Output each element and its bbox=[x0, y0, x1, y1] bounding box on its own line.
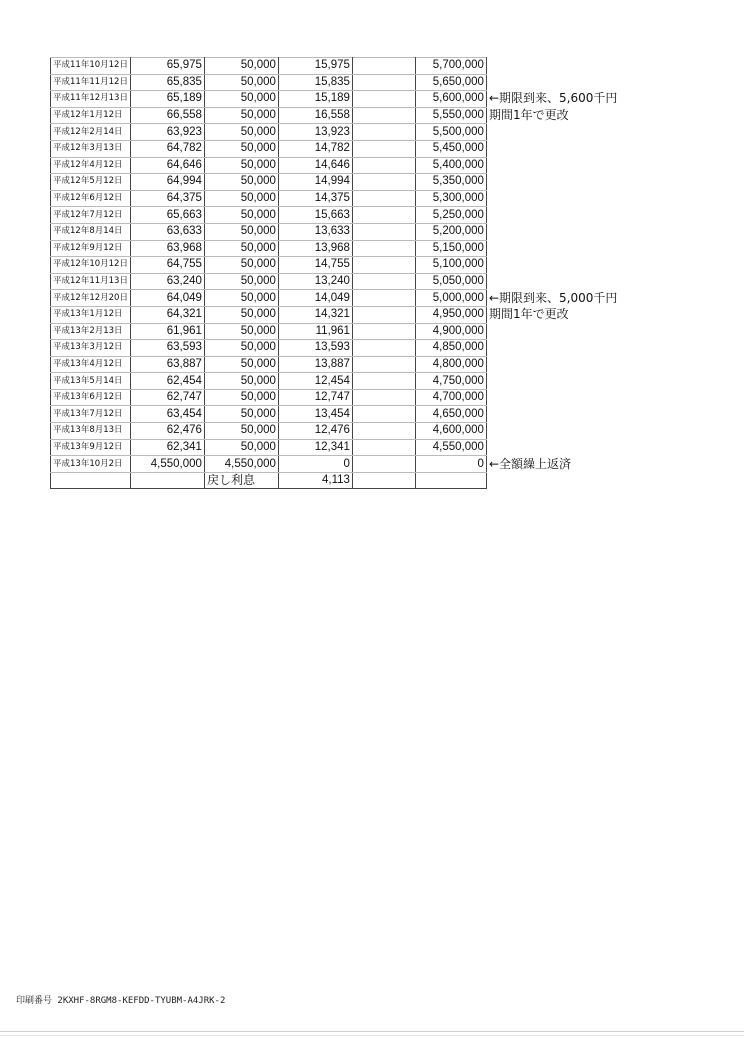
row-principal: 50,000 bbox=[204, 223, 278, 240]
row-date: 平成12年10月12日 bbox=[51, 257, 131, 274]
row-date: 平成12年2月14日 bbox=[51, 124, 131, 141]
row-balance: 4,700,000 bbox=[415, 389, 486, 406]
row-date: 平成13年3月12日 bbox=[51, 340, 131, 357]
row-payment: 64,646 bbox=[130, 157, 204, 174]
row-date: 平成12年1月12日 bbox=[51, 107, 131, 124]
row-note bbox=[486, 340, 641, 357]
row-note bbox=[486, 439, 641, 456]
row-interest: 13,968 bbox=[278, 240, 352, 257]
row-balance: 5,000,000 bbox=[415, 290, 486, 307]
row-balance: 5,650,000 bbox=[415, 74, 486, 91]
row-blank-cell bbox=[352, 373, 415, 390]
row-note bbox=[486, 140, 641, 157]
row-interest: 13,240 bbox=[278, 273, 352, 290]
row-interest: 14,994 bbox=[278, 174, 352, 191]
row-balance: 5,100,000 bbox=[415, 257, 486, 274]
row-principal: 50,000 bbox=[204, 124, 278, 141]
row-date: 平成11年10月12日 bbox=[51, 58, 131, 75]
row-principal: 50,000 bbox=[204, 389, 278, 406]
table-row bbox=[51, 273, 642, 290]
row-note bbox=[486, 389, 641, 406]
row-principal: 50,000 bbox=[204, 439, 278, 456]
table-row bbox=[51, 323, 642, 340]
page-bottom-rule bbox=[0, 1031, 744, 1036]
summary-empty-date bbox=[51, 472, 131, 489]
row-payment: 65,835 bbox=[130, 74, 204, 91]
row-note bbox=[486, 240, 641, 257]
row-note bbox=[486, 273, 641, 290]
row-note: 期間1年で更改 bbox=[488, 108, 569, 123]
table-row bbox=[51, 406, 642, 423]
row-principal: 50,000 bbox=[204, 157, 278, 174]
row-payment: 65,189 bbox=[130, 91, 204, 108]
row-interest: 12,454 bbox=[278, 373, 352, 390]
row-note bbox=[486, 257, 641, 274]
row-balance: 5,500,000 bbox=[415, 124, 486, 141]
summary-empty-balance bbox=[415, 472, 486, 489]
row-principal: 50,000 bbox=[204, 257, 278, 274]
table-row bbox=[51, 340, 642, 357]
row-balance: 0 bbox=[415, 456, 486, 473]
row-blank-cell bbox=[352, 406, 415, 423]
row-blank-cell bbox=[352, 306, 415, 323]
row-principal: 50,000 bbox=[204, 290, 278, 307]
row-principal: 50,000 bbox=[204, 190, 278, 207]
row-note bbox=[486, 406, 641, 423]
row-blank-cell bbox=[352, 273, 415, 290]
row-note bbox=[486, 174, 641, 191]
row-blank-cell bbox=[352, 340, 415, 357]
row-balance: 4,650,000 bbox=[415, 406, 486, 423]
row-payment: 63,633 bbox=[130, 223, 204, 240]
row-principal: 50,000 bbox=[204, 58, 278, 75]
row-interest: 15,189 bbox=[278, 91, 352, 108]
row-payment: 64,321 bbox=[130, 306, 204, 323]
row-date: 平成11年12月13日 bbox=[51, 91, 131, 108]
row-balance: 5,600,000 bbox=[415, 91, 486, 108]
row-principal: 50,000 bbox=[204, 240, 278, 257]
row-date: 平成12年6月12日 bbox=[51, 190, 131, 207]
row-payment: 63,923 bbox=[130, 124, 204, 141]
row-balance: 5,200,000 bbox=[415, 223, 486, 240]
row-blank-cell bbox=[352, 174, 415, 191]
row-blank-cell bbox=[352, 439, 415, 456]
row-date: 平成12年7月12日 bbox=[51, 207, 131, 224]
row-payment: 64,049 bbox=[130, 290, 204, 307]
row-principal: 50,000 bbox=[204, 74, 278, 91]
row-blank-cell bbox=[352, 140, 415, 157]
row-payment: 63,593 bbox=[130, 340, 204, 357]
row-principal: 50,000 bbox=[204, 273, 278, 290]
row-blank-cell bbox=[352, 240, 415, 257]
table-row bbox=[51, 389, 642, 406]
table-row bbox=[51, 157, 642, 174]
row-balance: 5,400,000 bbox=[415, 157, 486, 174]
row-interest: 13,887 bbox=[278, 356, 352, 373]
row-interest: 13,633 bbox=[278, 223, 352, 240]
row-interest: 16,558 bbox=[278, 107, 352, 124]
row-note bbox=[486, 74, 641, 91]
row-date: 平成11年11月12日 bbox=[51, 74, 131, 91]
row-principal: 50,000 bbox=[204, 91, 278, 108]
loan-repayment-rows bbox=[51, 58, 642, 489]
row-date: 平成12年12月20日 bbox=[51, 290, 131, 307]
table-row bbox=[51, 306, 642, 323]
row-principal: 50,000 bbox=[204, 356, 278, 373]
table-row bbox=[51, 190, 642, 207]
row-interest: 15,835 bbox=[278, 74, 352, 91]
row-balance: 4,750,000 bbox=[415, 373, 486, 390]
row-interest: 14,646 bbox=[278, 157, 352, 174]
row-blank-cell bbox=[352, 124, 415, 141]
row-balance: 5,150,000 bbox=[415, 240, 486, 257]
row-interest: 12,476 bbox=[278, 423, 352, 440]
row-payment: 64,994 bbox=[130, 174, 204, 191]
row-date: 平成13年5月14日 bbox=[51, 373, 131, 390]
table-row bbox=[51, 290, 642, 307]
row-interest: 12,341 bbox=[278, 439, 352, 456]
row-payment: 64,375 bbox=[130, 190, 204, 207]
row-principal: 50,000 bbox=[204, 340, 278, 357]
table-row bbox=[51, 257, 642, 274]
row-payment: 65,975 bbox=[130, 58, 204, 75]
table-row bbox=[51, 439, 642, 456]
row-blank-cell bbox=[352, 389, 415, 406]
row-blank-cell bbox=[352, 107, 415, 124]
row-balance: 4,800,000 bbox=[415, 356, 486, 373]
table-row bbox=[51, 174, 642, 191]
row-interest: 14,375 bbox=[278, 190, 352, 207]
print-number: 印刷番号 2KXHF-8RGM8-KEFDD-TYUBM-A4JRK-2 bbox=[16, 996, 226, 1006]
row-blank-cell bbox=[352, 257, 415, 274]
row-balance: 4,550,000 bbox=[415, 439, 486, 456]
summary-value: 4,113 bbox=[278, 472, 352, 489]
row-note bbox=[486, 423, 641, 440]
row-date: 平成12年8月14日 bbox=[51, 223, 131, 240]
row-interest: 15,663 bbox=[278, 207, 352, 224]
row-note: ←期限到来、5,000千円 bbox=[488, 290, 618, 305]
row-principal: 50,000 bbox=[204, 140, 278, 157]
row-balance: 4,900,000 bbox=[415, 323, 486, 340]
table-row bbox=[51, 423, 642, 440]
row-payment: 4,550,000 bbox=[130, 456, 204, 473]
table-row bbox=[51, 373, 642, 390]
row-balance: 5,300,000 bbox=[415, 190, 486, 207]
summary-empty-note bbox=[486, 472, 641, 489]
summary-row bbox=[51, 472, 642, 489]
table-row bbox=[51, 140, 642, 157]
row-balance: 5,350,000 bbox=[415, 174, 486, 191]
row-payment: 62,476 bbox=[130, 423, 204, 440]
row-note: ←期限到来、5,600千円 bbox=[488, 91, 618, 106]
row-interest: 11,961 bbox=[278, 323, 352, 340]
row-date: 平成13年1月12日 bbox=[51, 306, 131, 323]
row-date: 平成13年7月12日 bbox=[51, 406, 131, 423]
row-blank-cell bbox=[352, 91, 415, 108]
row-date: 平成12年4月12日 bbox=[51, 157, 131, 174]
row-date: 平成12年3月13日 bbox=[51, 140, 131, 157]
row-payment: 63,240 bbox=[130, 273, 204, 290]
row-blank-cell bbox=[352, 157, 415, 174]
summary-label: 戻し利息 bbox=[204, 472, 278, 489]
row-note bbox=[486, 373, 641, 390]
row-payment: 63,454 bbox=[130, 406, 204, 423]
row-note bbox=[486, 124, 641, 141]
row-note bbox=[486, 223, 641, 240]
row-payment: 61,961 bbox=[130, 323, 204, 340]
row-note bbox=[486, 58, 641, 75]
row-balance: 5,550,000 bbox=[415, 107, 486, 124]
row-payment: 62,454 bbox=[130, 373, 204, 390]
table-row bbox=[51, 223, 642, 240]
row-payment: 63,968 bbox=[130, 240, 204, 257]
table-row bbox=[51, 124, 642, 141]
row-payment: 63,887 bbox=[130, 356, 204, 373]
row-blank-cell bbox=[352, 58, 415, 75]
row-blank-cell bbox=[352, 290, 415, 307]
row-interest: 0 bbox=[278, 456, 352, 473]
row-note: 期間1年で更改 bbox=[488, 307, 569, 322]
row-balance: 5,700,000 bbox=[415, 58, 486, 75]
row-note bbox=[486, 323, 641, 340]
row-date: 平成12年9月12日 bbox=[51, 240, 131, 257]
row-payment: 62,747 bbox=[130, 389, 204, 406]
row-date: 平成13年8月13日 bbox=[51, 423, 131, 440]
table-row bbox=[51, 356, 642, 373]
row-note: ←全額繰上返済 bbox=[488, 456, 572, 471]
row-blank-cell bbox=[352, 423, 415, 440]
row-interest: 15,975 bbox=[278, 58, 352, 75]
row-interest: 14,782 bbox=[278, 140, 352, 157]
row-payment: 64,755 bbox=[130, 257, 204, 274]
table-row bbox=[51, 240, 642, 257]
row-balance: 4,850,000 bbox=[415, 340, 486, 357]
row-interest: 14,755 bbox=[278, 257, 352, 274]
row-interest: 14,049 bbox=[278, 290, 352, 307]
row-principal: 50,000 bbox=[204, 373, 278, 390]
row-principal: 50,000 bbox=[204, 423, 278, 440]
row-date: 平成13年4月12日 bbox=[51, 356, 131, 373]
row-principal: 50,000 bbox=[204, 306, 278, 323]
row-date: 平成13年2月13日 bbox=[51, 323, 131, 340]
table-row bbox=[51, 91, 642, 108]
row-note bbox=[486, 356, 641, 373]
row-payment: 65,663 bbox=[130, 207, 204, 224]
row-principal: 4,550,000 bbox=[204, 456, 278, 473]
row-date: 平成13年6月12日 bbox=[51, 389, 131, 406]
row-date: 平成12年11月13日 bbox=[51, 273, 131, 290]
summary-empty-payment bbox=[130, 472, 204, 489]
row-interest: 13,923 bbox=[278, 124, 352, 141]
row-balance: 4,950,000 bbox=[415, 306, 486, 323]
row-principal: 50,000 bbox=[204, 406, 278, 423]
row-interest: 12,747 bbox=[278, 389, 352, 406]
row-principal: 50,000 bbox=[204, 107, 278, 124]
row-blank-cell bbox=[352, 74, 415, 91]
row-blank-cell bbox=[352, 207, 415, 224]
table-row bbox=[51, 74, 642, 91]
row-balance: 4,600,000 bbox=[415, 423, 486, 440]
row-blank-cell bbox=[352, 190, 415, 207]
loan-repayment-table bbox=[50, 57, 642, 489]
row-blank-cell bbox=[352, 223, 415, 240]
row-payment: 62,341 bbox=[130, 439, 204, 456]
row-balance: 5,450,000 bbox=[415, 140, 486, 157]
row-principal: 50,000 bbox=[204, 323, 278, 340]
row-interest: 13,454 bbox=[278, 406, 352, 423]
row-note bbox=[486, 190, 641, 207]
row-blank-cell bbox=[352, 356, 415, 373]
row-blank-cell bbox=[352, 323, 415, 340]
table-row bbox=[51, 456, 642, 473]
row-payment: 64,782 bbox=[130, 140, 204, 157]
row-principal: 50,000 bbox=[204, 207, 278, 224]
table-row bbox=[51, 207, 642, 224]
row-balance: 5,250,000 bbox=[415, 207, 486, 224]
row-payment: 66,558 bbox=[130, 107, 204, 124]
row-principal: 50,000 bbox=[204, 174, 278, 191]
row-interest: 14,321 bbox=[278, 306, 352, 323]
table-row bbox=[51, 107, 642, 124]
table-row bbox=[51, 58, 642, 75]
row-balance: 5,050,000 bbox=[415, 273, 486, 290]
row-note bbox=[486, 207, 641, 224]
row-date: 平成13年9月12日 bbox=[51, 439, 131, 456]
row-blank-cell bbox=[352, 456, 415, 473]
row-date: 平成12年5月12日 bbox=[51, 174, 131, 191]
row-date: 平成13年10月2日 bbox=[51, 456, 131, 473]
row-note bbox=[486, 157, 641, 174]
row-interest: 13,593 bbox=[278, 340, 352, 357]
summary-empty-blank bbox=[352, 472, 415, 489]
